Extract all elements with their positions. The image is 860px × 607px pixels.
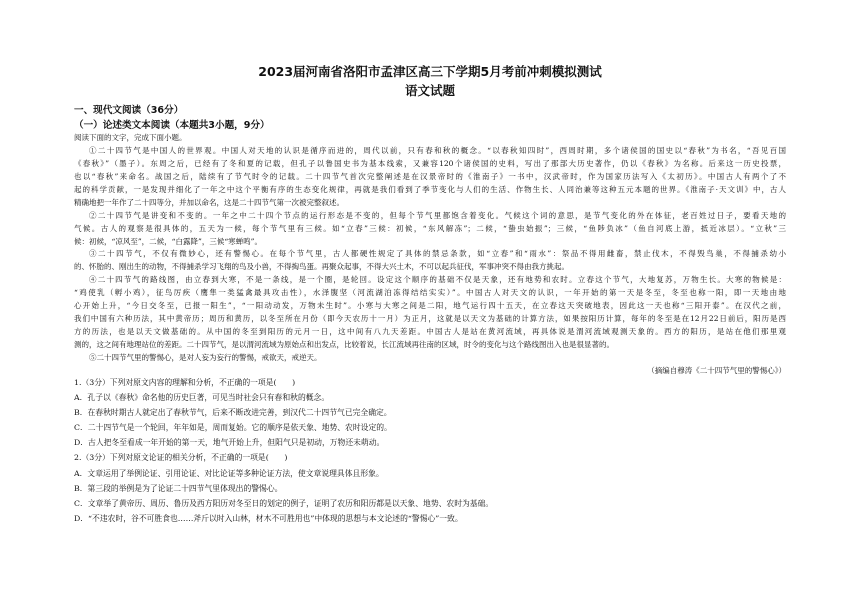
passage-line: ④二十四节气的路线图，由立春到大寒，不是一条线，是一个圈，是轮回。设定这个顺序的基础不仅是天象，还有地势和农时。立春这个节气，大地复苏，万物生长。大寒的物候是： (89, 275, 786, 285)
subsection-heading: （一）论述类文本阅读（本题共3小题，9分） (74, 120, 270, 131)
passage-line: 我们中国有六种历法，其中黄帝历；周历和黄历，以冬至所在月份（即今天农历十一月）为正月，这就是以天文为基础的计算方法，如果按阳历计算，每年的冬至是在12月22日前后，阳历是西 (74, 314, 786, 324)
passage-line: ①二十四节气是中国人的世界观。中国人对天地的认识是循序而进的，周代以前，只有春和秋的概念。“以春秋知四时”，西周时期，多个诸侯国的国史以“春秋”为书名，“吾见百国 (89, 145, 786, 155)
question-option: B．第三段的举例是为了论证二十四节气里体现出的警惕心。 (74, 483, 283, 493)
exam-title: 2023届河南省洛阳市孟津区高三下学期5月考前冲刺模拟测试 (258, 64, 602, 79)
passage-source: （摘编自穆涛《二十四节气里的警惕心》） (647, 365, 786, 375)
question-option: B．在春秋时期古人就定出了春秋节气，后来不断改进完善，到汉代二十四节气已完全确定。 (74, 408, 392, 418)
question-stem: 2.（3分）下列对原文论证的相关分析，不正确的一项是( ) (74, 453, 288, 463)
passage-line: 精确地把一年作了二十四等分，并加以命名，这是二十四节气第一次被完整叙述。 (74, 197, 344, 207)
passage-line: ③二十四节气，不仅有微妙心，还有警惕心。在每个节气里，古人都硬性规定了具体的禁忌条款，如“立春”和“雨水”：祭品不得用雌畜，禁止伐木，不得毁鸟巢，不得捕杀幼小 (89, 249, 786, 259)
question-option: C．二十四节气是一个轮回，年年如是，周而复始。它的顺序是依天象、地势、农时设定的。 (74, 423, 392, 433)
passage-line: “鸡使乳（孵小鸡），征鸟厉疾（鹰隼一类猛禽最具攻击性），水泽腹坚（河流湖泊冻得结结实实）”。中国古人对天文的认识，一年开始的第一天是冬至，冬至也称一阳，即一天地由地 (74, 288, 786, 298)
passage-line: 起的科学贡献，一是发现并细化了一年之中这个平衡有序的生态变化规律，再就是我们看到了季节变化与人们的生活、作物生长、人同治兼等这种五元本题的世界。《淮南子·天文训》中，古人 (74, 184, 786, 194)
section-heading: 一、现代文阅读（36分） (74, 105, 184, 116)
passage-line: 气候。古人的观察是很具体的，五天为一候，每个节气里有三候。如“立春”三候：初候，“东风解冻”；二候，“蛰虫始振”；三候，“鱼陟负冰”（鱼自河底上游，抵近冰层）。“立秋”三 (74, 223, 786, 233)
question-option: A．孔子以《春秋》命名他的历史巨著，可见当时社会只有春和秋的概念。 (74, 393, 330, 403)
questions (74, 375, 786, 526)
question-option: C．文章举了黄帝历、周历、鲁历及西方阳历对冬至日的划定的例子，证明了农历和阳历都是以天象、地势、农时为基础。 (74, 498, 494, 508)
passage-line: 《春秋》”（墨子）。东周之后，已经有了冬和夏的记载，但孔子以鲁国史书为基本线索，又兼容120个诸侯国的史料，写出了那部大历史著作，仍以《春秋》为名称。后来这一历史投票， (74, 158, 786, 168)
passage-line: 的、怀胎的、刚出生的动物，不得捕杀学习飞翔的鸟及小兽，不得掏鸟蛋。再聚众起事，不得大兴土木，不可以起兵征伐，军事冲突不得由我方挑起。 (74, 262, 569, 272)
passage-line: 心开始上升，“今日交冬至，已报一阳生”，“一阳动动发，万物未生时”。小寒与大寒之间是二阳，地气运行四十五天，在立春这天突破地表，因此这一天也称“三阳开泰”。在汉代之前， (74, 301, 786, 311)
passage-line: 也以“春秋”来命名。战国之后，陆续有了节气时令的记载。二十四节气首次完整阐述是在汉景帝时的《淮南子》一书中，汉武帝时，作为国家历法写入《太初历》。中国古人有两个了不 (74, 171, 786, 181)
passage-instruction: 阅读下面的文字，完成下面小题。 (74, 133, 187, 142)
passage-line: 测的，这之间有地理站位的差距。二十四节气，是以渭河流域为原始点和出发点，比较着说，长江流域再往南的区域，时令的变化与这个路线图出入也是很显著的。 (74, 340, 614, 349)
question-option: D．“不违农时，谷不可胜食也……斧斤以时入山林，材木不可胜用也”中体现的思想与本文论述的“警惕心”一致。 (74, 513, 463, 523)
question-option: A．文章运用了举例论证、引用论证、对比论证等多种论证方法，使文章说理具体且形象。 (74, 468, 384, 478)
passage-line: ⑤二十四节气里的警惕心，是对人妄为妄行的警惕，戒欲天，戒逆天。 (89, 352, 322, 362)
passage-line: 方的历法，也是以天文做基础的。从中国的冬至到阳历的元月一日，这中间有八九天差距。中国古人是站在黄河流域，再具体说是渭河流域观测天象的。西方的阳历，是站在他们那里观 (74, 327, 786, 337)
passage-line: 候：初候，“凉风至”，二候，“白露降”，三候“寒蝉鸣”。 (74, 236, 263, 246)
exam-subtitle: 语文试题 (404, 83, 455, 98)
passage-line: ②二十四节气是讲变和不变的。一年之中二十四个节点的运行形态是不变的，但每个节气里都饱含着变化。气候这个词的意思，是节气变化的外在体征，老百姓过日子，要看天地的 (89, 210, 786, 220)
question-option: D．古人把冬至看成一年开始的第一天，地气开始上升，但阳气只是初动，万物还未萌动。 (74, 438, 385, 448)
question-stem: 1.（3分）下列对原文内容的理解和分析，不正确的一项是( ) (74, 378, 296, 387)
reading-passage (74, 132, 786, 378)
